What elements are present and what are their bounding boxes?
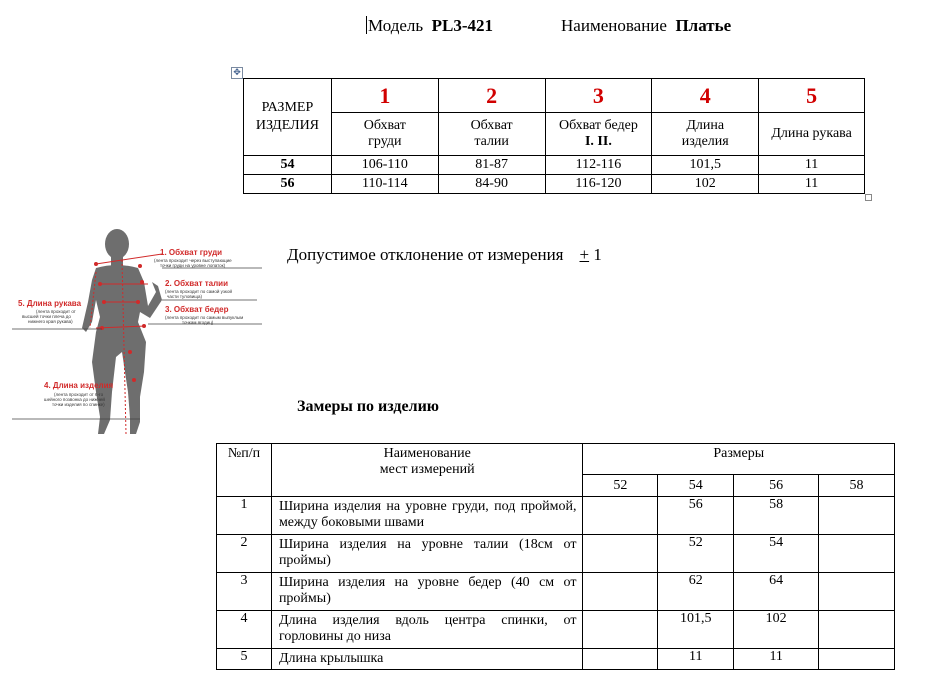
value-cell	[583, 535, 658, 573]
col-name-header: Наименование мест измерений	[271, 444, 583, 497]
plus-minus-symbol: +	[579, 245, 590, 264]
row-name: Ширина изделия на уровне бедер (40 см от проймы)	[271, 573, 583, 611]
row-name: Ширина изделия на уровне груди, под проймой, между боковыми швами	[271, 497, 583, 535]
svg-text:нижнего края рукава): нижнего края рукава)	[28, 319, 73, 324]
col-sizes-header: Размеры	[583, 444, 895, 475]
svg-text:(лента проходит от: (лента проходит от	[36, 309, 76, 314]
value-cell	[819, 573, 895, 611]
column-label: Обхват груди	[331, 113, 438, 156]
label-chest: 1. Обхват груди	[160, 248, 223, 257]
row-num: 1	[217, 497, 272, 535]
column-label: Длина рукава	[759, 113, 865, 156]
column-number: 4	[652, 79, 759, 113]
table-move-handle-icon[interactable]: ✥	[231, 67, 243, 79]
table-row	[217, 497, 895, 535]
svg-text:(лента проходит по самой узкой: (лента проходит по самой узкой	[165, 289, 232, 294]
model-label: Модель	[368, 16, 424, 35]
value-cell: 112-116	[545, 156, 652, 175]
svg-text:шейного позвонка до нижней: шейного позвонка до нижней	[44, 397, 105, 402]
row-num: 4	[217, 611, 272, 649]
value-cell	[819, 497, 895, 535]
table-row	[217, 611, 895, 649]
column-label: Обхват талии	[438, 113, 545, 156]
text-cursor	[366, 16, 367, 34]
value-cell: 81-87	[438, 156, 545, 175]
column-number: 1	[331, 79, 438, 113]
row-num: 3	[217, 573, 272, 611]
row-name: Ширина изделия на уровне талии (18см от проймы)	[271, 535, 583, 573]
value-cell	[583, 611, 658, 649]
value-cell: 11	[658, 649, 734, 670]
size-row-header	[244, 79, 332, 156]
size-table	[243, 78, 865, 194]
measurement-figure	[12, 222, 267, 442]
value-cell: 102	[734, 611, 819, 649]
value-cell: 102	[652, 175, 759, 194]
value-cell: 101,5	[658, 611, 734, 649]
column-label: Обхват бедер I. II.	[545, 113, 652, 156]
tolerance-text: Допустимое отклонение от измерения	[287, 245, 564, 264]
measurements-title: Замеры по изделию	[297, 398, 440, 415]
column-number: 2	[438, 79, 545, 113]
value-cell: 52	[658, 535, 734, 573]
row-header-line: ИЗДЕЛИЯ	[255, 118, 320, 133]
size-cell: 56	[244, 175, 332, 194]
svg-text:части туловища): части туловища)	[167, 294, 202, 299]
value-cell: 56	[658, 497, 734, 535]
name-value: Платье	[675, 16, 732, 35]
column-label: Длина изделия	[652, 113, 759, 156]
svg-text:точкам ягодиц): точкам ягодиц)	[182, 320, 214, 325]
svg-text:(лента проходит по самым выпук: (лента проходит по самым выпуклым	[165, 315, 244, 320]
column-number: 3	[545, 79, 652, 113]
label-sleeve: 5. Длина рукава	[18, 299, 82, 308]
value-cell: 11	[759, 175, 865, 194]
row-header-line: РАЗМЕР	[261, 100, 314, 115]
name-label: Наименование	[561, 16, 667, 35]
value-cell	[819, 649, 895, 670]
value-cell: 64	[734, 573, 819, 611]
label-length: 4. Длина изделия	[44, 381, 114, 390]
table-row	[244, 156, 865, 175]
table-row	[217, 535, 895, 573]
value-cell: 54	[734, 535, 819, 573]
model-value: PL3-421	[431, 16, 494, 35]
value-cell	[819, 611, 895, 649]
size-header: 52	[583, 475, 658, 497]
document-header	[366, 16, 731, 36]
tolerance-line	[287, 245, 602, 265]
svg-text:(лента проходит через выступаю: (лента проходит через выступающие	[154, 258, 232, 263]
svg-text:точки изделия по спинке): точки изделия по спинке)	[52, 402, 105, 407]
row-name: Длина крылышка	[271, 649, 583, 670]
value-cell: 62	[658, 573, 734, 611]
value-cell: 58	[734, 497, 819, 535]
size-cell: 54	[244, 156, 332, 175]
value-cell	[583, 573, 658, 611]
value-cell: 11	[734, 649, 819, 670]
value-cell: 106-110	[331, 156, 438, 175]
row-num: 5	[217, 649, 272, 670]
value-cell	[583, 497, 658, 535]
value-cell	[583, 649, 658, 670]
size-header: 58	[819, 475, 895, 497]
col-num-header: №п/п	[217, 444, 272, 497]
svg-text:высшей точки плеча до: высшей точки плеча до	[22, 314, 71, 319]
size-header: 56	[734, 475, 819, 497]
measurements-table	[216, 443, 895, 670]
svg-text:точки груди на уровне лопаток): точки груди на уровне лопаток)	[160, 263, 226, 268]
table-row	[244, 175, 865, 194]
table-resize-handle[interactable]	[865, 194, 872, 201]
label-hips: 3. Обхват бедер	[165, 305, 229, 314]
label-waist: 2. Обхват талии	[165, 279, 228, 288]
table-row	[217, 573, 895, 611]
value-cell	[819, 535, 895, 573]
row-num: 2	[217, 535, 272, 573]
table-row	[217, 649, 895, 670]
column-number: 5	[759, 79, 865, 113]
row-name: Длина изделия вдоль центра спинки, от горловины до низа	[271, 611, 583, 649]
svg-text:(лента проходит от 6-го: (лента проходит от 6-го	[54, 392, 104, 397]
size-header: 54	[658, 475, 734, 497]
value-cell: 84-90	[438, 175, 545, 194]
value-cell: 101,5	[652, 156, 759, 175]
value-cell: 110-114	[331, 175, 438, 194]
value-cell: 116-120	[545, 175, 652, 194]
tolerance-value: 1	[593, 245, 602, 264]
value-cell: 11	[759, 156, 865, 175]
